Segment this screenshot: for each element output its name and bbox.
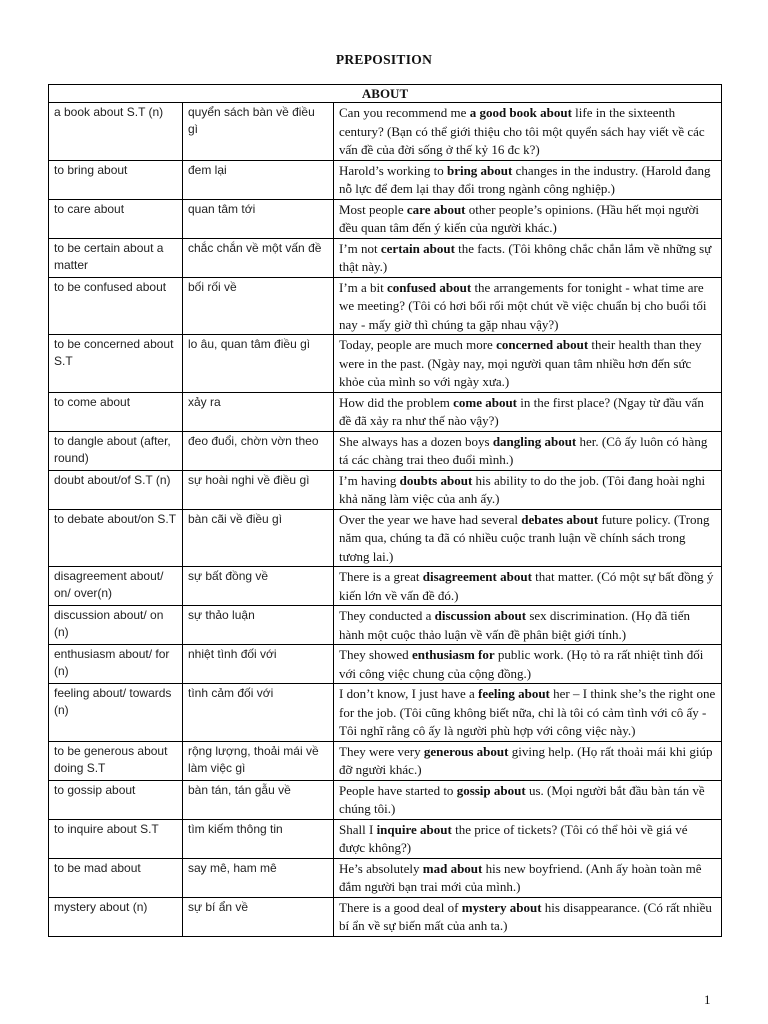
example-text: that matter. (Có một sự bất đồng ý kiến lớn về vấn đề đó.) bbox=[339, 569, 714, 603]
table-row bbox=[49, 645, 722, 684]
example-text: I don’t know, I just have a bbox=[339, 686, 479, 701]
highlighted-phrase: discussion about bbox=[434, 608, 527, 623]
highlighted-phrase: feeling about bbox=[478, 686, 550, 701]
table-row bbox=[49, 606, 722, 645]
term-cell: enthusiasm about/ for (n) bbox=[49, 645, 183, 684]
example-cell bbox=[334, 470, 722, 509]
term-cell: discussion about/ on (n) bbox=[49, 606, 183, 645]
meaning-cell: lo âu, quan tâm điều gì bbox=[183, 335, 334, 393]
meaning-cell: xảy ra bbox=[183, 392, 334, 431]
example-cell bbox=[334, 645, 722, 684]
example-text: How did the problem bbox=[339, 394, 454, 410]
example-cell bbox=[334, 741, 722, 780]
highlighted-phrase: come about bbox=[453, 394, 518, 410]
example-text: life in the sixteenth century? (Bạn có thể giới thiệu cho tôi một quyển sách hay viết về các vấn đề của đời sống ở thế kỷ 16 đc k?) bbox=[339, 105, 705, 157]
highlighted-phrase: enthusiasm for bbox=[411, 647, 495, 662]
example-text: There is a great bbox=[339, 569, 423, 584]
example-text: Today, people are much more bbox=[339, 337, 497, 352]
meaning-cell: bàn tán, tán gẫu về bbox=[183, 780, 334, 819]
example-cell bbox=[334, 780, 722, 819]
term-cell: to gossip about bbox=[49, 780, 183, 819]
table-row bbox=[49, 858, 722, 897]
table-row bbox=[49, 819, 722, 858]
meaning-cell: quyển sách bàn về điều gì bbox=[183, 103, 334, 161]
term-cell: to be generous about doing S.T bbox=[49, 741, 183, 780]
term-cell: doubt about/of S.T (n) bbox=[49, 470, 183, 509]
term-cell: to care about bbox=[49, 199, 183, 238]
example-cell bbox=[334, 277, 722, 335]
example-text: I’m having bbox=[339, 472, 400, 488]
meaning-cell: say mê, ham mê bbox=[183, 858, 334, 897]
table-row bbox=[49, 470, 722, 509]
example-text: Can you recommend me bbox=[339, 105, 470, 120]
table-row bbox=[49, 160, 722, 199]
term-cell: to dangle about (after, round) bbox=[49, 431, 183, 470]
term-cell: mystery about (n) bbox=[49, 897, 183, 936]
highlighted-phrase: dangling about bbox=[492, 433, 577, 449]
table-row bbox=[49, 567, 722, 606]
example-cell bbox=[334, 103, 722, 161]
example-text: They conducted a bbox=[339, 608, 435, 623]
example-text: He’s absolutely bbox=[339, 860, 423, 876]
table-row bbox=[49, 335, 722, 393]
term-cell: to inquire about S.T bbox=[49, 819, 183, 858]
preposition-table bbox=[48, 84, 722, 937]
example-text: changes in the industry. (Harold đang nỗ lực để đem lại thay đổi trong ngành công nghiệp.) bbox=[339, 162, 711, 196]
example-cell bbox=[334, 897, 722, 936]
term-cell: to be confused about bbox=[49, 277, 183, 335]
example-text: They showed bbox=[339, 647, 412, 662]
term-cell: to bring about bbox=[49, 160, 183, 199]
meaning-cell: quan tâm tới bbox=[183, 199, 334, 238]
table-row bbox=[49, 780, 722, 819]
term-cell: a book about S.T (n) bbox=[49, 103, 183, 161]
table-row bbox=[49, 199, 722, 238]
table-row bbox=[49, 238, 722, 277]
section-header-row bbox=[49, 85, 722, 103]
example-text: giving help. (Họ rất thoải mái khi giúp đỡ người khác.) bbox=[339, 743, 713, 777]
table-row bbox=[49, 509, 722, 567]
example-text: their health than they were in the past. (Ngày nay, mọi người quan tâm nhiều hơn đến sức khỏe của mình so với ngày xưa.) bbox=[339, 337, 702, 389]
meaning-cell: đem lại bbox=[183, 160, 334, 199]
example-text: other people’s opinions. (Hầu hết mọi người đều quan tâm đến ý kiến của người khác.) bbox=[339, 201, 699, 235]
example-text: I’m a bit bbox=[339, 279, 388, 295]
term-cell: disagreement about/ on/ over(n) bbox=[49, 567, 183, 606]
page-title: PREPOSITION bbox=[335, 52, 433, 67]
highlighted-phrase: a good book about bbox=[469, 105, 572, 120]
highlighted-phrase: confused about bbox=[387, 279, 472, 295]
example-text: his new boyfriend. (Anh ấy hoàn toàn mê đắm người bạn trai mới của mình.) bbox=[339, 860, 702, 894]
meaning-cell: tìm kiếm thông tin bbox=[183, 819, 334, 858]
example-cell bbox=[334, 509, 722, 567]
meaning-cell: sự hoài nghi về điều gì bbox=[183, 470, 334, 509]
term-cell: feeling about/ towards (n) bbox=[49, 684, 183, 742]
meaning-cell: bối rối về bbox=[183, 277, 334, 335]
highlighted-phrase: debates about bbox=[521, 511, 599, 527]
highlighted-phrase: concerned about bbox=[496, 337, 589, 352]
example-text: her – I think she’s the right one for the job. (Tôi cũng không biết nữa, chỉ là tôi có cảm tình với cô ấy - Tôi nghĩ rằng cô ấy là người phù hợp với công việc này.) bbox=[339, 686, 716, 738]
example-cell bbox=[334, 684, 722, 742]
table-row bbox=[49, 897, 722, 936]
meaning-cell: chắc chắn về một vấn đề bbox=[183, 238, 334, 277]
example-cell bbox=[334, 160, 722, 199]
example-text: People have started to bbox=[339, 782, 457, 798]
example-text: public work. (Họ tỏ ra rất nhiệt tình đối với công việc chung của cộng đồng.) bbox=[339, 647, 704, 681]
example-text: Over the year we have had several bbox=[339, 511, 522, 527]
example-text: his disappearance. (Có rất nhiều bí ẩn về sự biến mất của anh ta.) bbox=[339, 899, 712, 933]
example-text: his ability to do the job. (Tôi đang hoài nghi khả năng làm việc của anh ấy.) bbox=[339, 472, 706, 506]
term-cell: to come about bbox=[49, 392, 183, 431]
example-text: She always has a dozen boys bbox=[339, 433, 493, 449]
example-cell bbox=[334, 238, 722, 277]
meaning-cell: sự bất đồng về bbox=[183, 567, 334, 606]
meaning-cell: bàn cãi về điều gì bbox=[183, 509, 334, 567]
table-row bbox=[49, 431, 722, 470]
highlighted-phrase: certain about bbox=[380, 240, 455, 256]
term-cell: to be mad about bbox=[49, 858, 183, 897]
example-text: the arrangements for tonight - what time are we meeting? (Tôi có hơi bối rối một chút về việc chuẩn bị cho buổi tối nay - mấy giờ thì chúng ta gặp nhau vậy?) bbox=[339, 279, 707, 332]
example-cell bbox=[334, 392, 722, 431]
example-text: us. (Mọi người bắt đầu bàn tán về chúng tôi.) bbox=[339, 782, 705, 816]
example-text: her. (Cô ấy luôn có hàng tá các chàng trai theo đuổi mình.) bbox=[339, 433, 708, 467]
example-cell bbox=[334, 819, 722, 858]
highlighted-phrase: doubts about bbox=[399, 472, 473, 488]
term-cell: to be concerned about S.T bbox=[49, 335, 183, 393]
example-text: future policy. (Trong năm qua, chúng ta đã có nhiều cuộc tranh luận về chính sách trong tương lai.) bbox=[339, 511, 710, 564]
example-text: They were very bbox=[339, 743, 424, 759]
example-cell bbox=[334, 335, 722, 393]
example-text: the price of tickets? (Tôi có thể hỏi về giá vé được không?) bbox=[339, 821, 688, 855]
example-cell bbox=[334, 606, 722, 645]
table-row bbox=[49, 103, 722, 161]
example-cell bbox=[334, 858, 722, 897]
table-row bbox=[49, 277, 722, 335]
table-row bbox=[49, 741, 722, 780]
example-text: There is a good deal of bbox=[339, 899, 462, 915]
meaning-cell: sự thảo luận bbox=[183, 606, 334, 645]
term-cell: to debate about/on S.T bbox=[49, 509, 183, 567]
example-cell bbox=[334, 567, 722, 606]
highlighted-phrase: disagreement about bbox=[422, 569, 532, 584]
table-row bbox=[49, 684, 722, 742]
highlighted-phrase: inquire about bbox=[376, 821, 452, 837]
example-text: Harold’s working to bbox=[339, 162, 447, 178]
example-text: Shall I bbox=[339, 821, 377, 837]
example-cell bbox=[334, 199, 722, 238]
meaning-cell: rộng lượng, thoải mái về làm việc gì bbox=[183, 741, 334, 780]
highlighted-phrase: bring about bbox=[446, 162, 513, 178]
example-text: sex discrimination. (Họ đã tiến hành một cuộc thảo luận về vấn đề phân biệt giới tính.) bbox=[339, 608, 690, 642]
meaning-cell: tình cảm đối với bbox=[183, 684, 334, 742]
table-row bbox=[49, 392, 722, 431]
meaning-cell: đeo đuổi, chờn vờn theo bbox=[183, 431, 334, 470]
highlighted-phrase: mystery about bbox=[461, 899, 542, 915]
example-cell bbox=[334, 431, 722, 470]
example-text: I’m not bbox=[339, 240, 381, 256]
meaning-cell: nhiệt tình đối với bbox=[183, 645, 334, 684]
highlighted-phrase: gossip about bbox=[456, 782, 526, 798]
highlighted-phrase: mad about bbox=[422, 860, 483, 876]
meaning-cell: sự bí ẩn về bbox=[183, 897, 334, 936]
highlighted-phrase: generous about bbox=[423, 743, 509, 759]
highlighted-phrase: care about bbox=[406, 201, 466, 217]
example-text: Most people bbox=[339, 201, 407, 217]
term-cell: to be certain about a matter bbox=[49, 238, 183, 277]
section-header: ABOUT bbox=[49, 85, 722, 103]
table-body bbox=[49, 103, 722, 937]
page-number: 1 bbox=[704, 992, 711, 1007]
example-text: the facts. (Tôi không chắc chắn lắm về những sự thật này.) bbox=[339, 240, 712, 274]
example-text: in the first place? (Ngay từ đầu vấn đề đã xảy ra như thế nào vậy?) bbox=[339, 394, 704, 428]
